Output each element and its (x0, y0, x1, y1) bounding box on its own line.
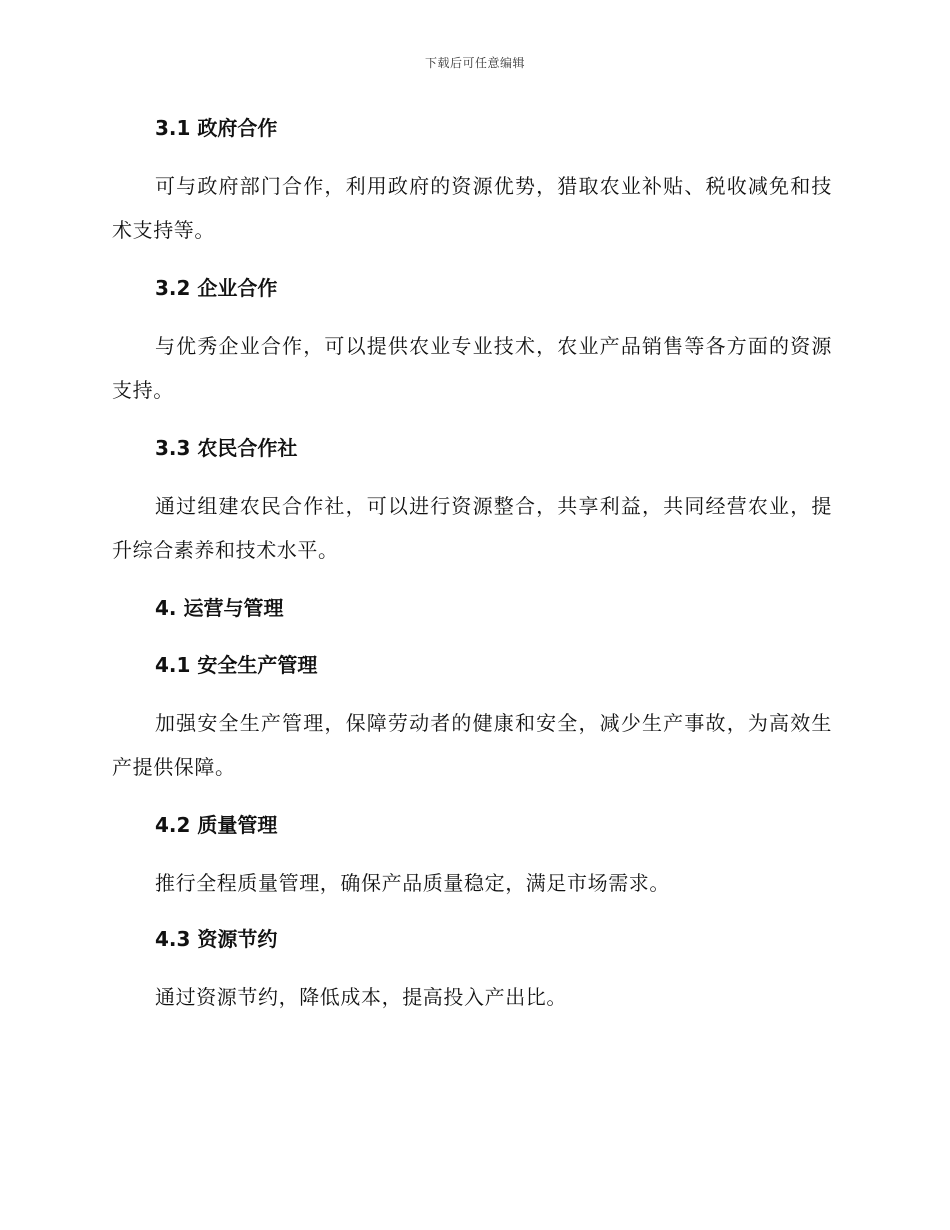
section-4 (112, 594, 832, 622)
section-heading: 4.3 资源节约 (155, 927, 278, 951)
section-3-3-body (112, 484, 832, 572)
section-3-1 (112, 114, 832, 142)
section-paragraph: 通过资源节约，降低成本，提高投入产出比。 (155, 985, 567, 1009)
section-heading: 4.1 安全生产管理 (155, 653, 318, 677)
section-heading: 3.3 农民合作社 (155, 436, 298, 460)
page-header-note: 下载后可任意编辑 (424, 56, 525, 70)
section-4-1-body (112, 701, 832, 789)
section-3-1-body (112, 164, 832, 252)
section-heading: 3.2 企业合作 (155, 276, 278, 300)
section-4-3-body (112, 975, 832, 1019)
section-heading: 3.1 政府合作 (155, 116, 278, 140)
section-4-2 (112, 811, 832, 839)
section-4-1 (112, 651, 832, 679)
section-4-2-body (112, 861, 832, 905)
section-paragraph: 可与政府部门合作，利用政府的资源优势，猎取农业补贴、税收减免和技术支持等。 (112, 174, 832, 242)
section-heading: 4.2 质量管理 (155, 813, 278, 837)
section-paragraph: 推行全程质量管理，确保产品质量稳定，满足市场需求。 (155, 871, 670, 895)
section-paragraph: 通过组建农民合作社，可以进行资源整合，共享利益，共同经营农业，提升综合素养和技术水平。 (112, 494, 832, 562)
section-3-2 (112, 274, 832, 302)
section-3-2-body (112, 324, 832, 412)
chapter-heading: 4. 运营与管理 (155, 596, 284, 620)
section-4-3 (112, 925, 832, 953)
section-paragraph: 加强安全生产管理，保障劳动者的健康和安全，减少生产事故，为高效生产提供保障。 (112, 711, 832, 779)
section-paragraph: 与优秀企业合作，可以提供农业专业技术，农业产品销售等各方面的资源支持。 (112, 334, 832, 402)
section-3-3 (112, 434, 832, 462)
